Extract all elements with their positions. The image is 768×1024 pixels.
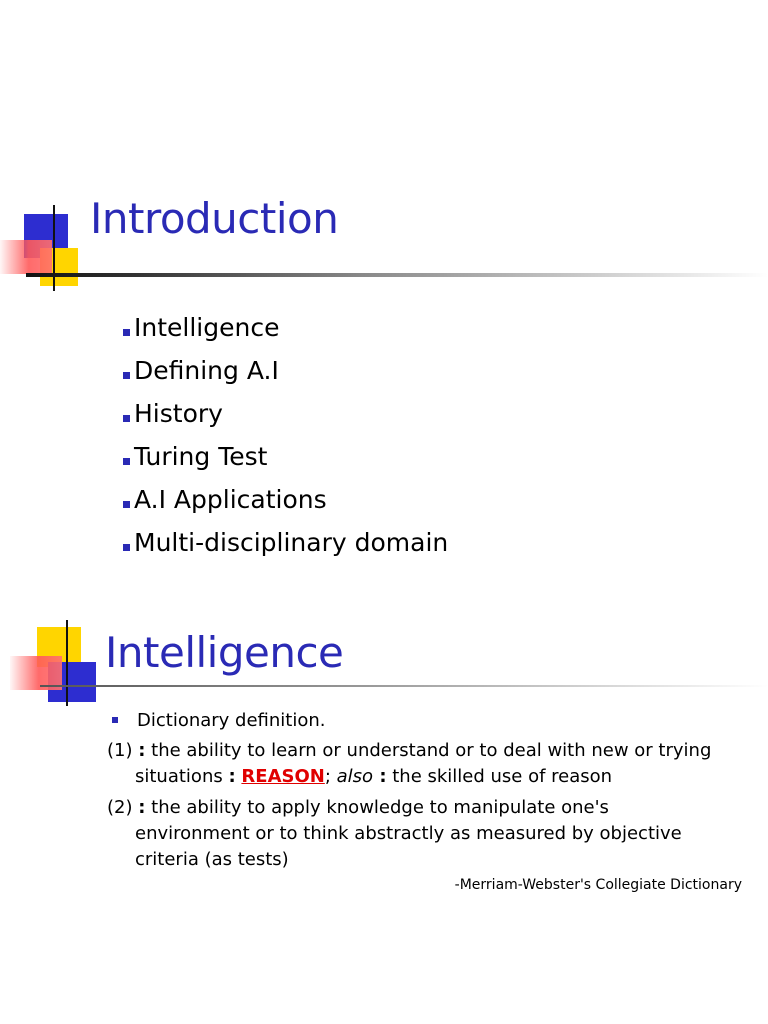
list-item (123, 478, 448, 521)
list-item-label: A.I Applications (134, 485, 327, 514)
list-item (123, 349, 448, 392)
definition-text: the skilled use of reason (386, 766, 613, 787)
list-item (123, 306, 448, 349)
list-item (123, 521, 448, 564)
keyword-reason: REASON (241, 766, 325, 787)
topic-list (123, 306, 448, 564)
square-bullet-icon (123, 372, 130, 379)
title-underline (26, 273, 768, 277)
slide-intelligence (0, 600, 768, 1024)
list-item-label: Intelligence (134, 313, 280, 342)
ornament-red-square (0, 240, 52, 274)
list-item-label: Turing Test (134, 442, 268, 471)
definition-2-continued: environment or to think abstractly as measured by objective (135, 823, 682, 844)
ornament-vertical-line (53, 205, 55, 291)
bullet-text: Dictionary definition. (137, 710, 326, 731)
slide-title: Introduction (90, 194, 339, 243)
definition-text: the ability to apply knowledge to manipulate one's (145, 797, 609, 818)
definition-text: the ability to learn or understand or to deal with new or trying (145, 740, 712, 761)
definition-2 (107, 795, 609, 821)
punctuation: ; (324, 766, 337, 787)
list-item-label: Multi-disciplinary domain (134, 528, 449, 557)
ornament-vertical-line (66, 620, 68, 706)
title-underline (40, 685, 768, 687)
square-bullet-icon (123, 458, 130, 465)
definition-number: (1) (107, 740, 139, 761)
square-bullet-icon (123, 544, 130, 551)
square-bullet-icon (123, 329, 130, 336)
list-item-label: History (134, 399, 223, 428)
colon: : (373, 766, 387, 787)
square-bullet-icon (112, 717, 118, 723)
square-bullet-icon (123, 501, 130, 508)
list-item (123, 392, 448, 435)
definition-number: (2) (107, 797, 139, 818)
italic-also: also (336, 766, 374, 787)
square-bullet-icon (123, 415, 130, 422)
colon: : (138, 740, 146, 761)
definition-1 (107, 738, 711, 764)
list-item-label: Defining A.I (134, 356, 279, 385)
definition-text: situations (135, 766, 229, 787)
colon: : (138, 797, 146, 818)
definition-1-continued (135, 764, 612, 790)
list-item (123, 435, 448, 478)
definition-2-continued: criteria (as tests) (135, 849, 289, 870)
slide-title: Intelligence (105, 628, 344, 677)
colon: : (228, 766, 236, 787)
citation-source: -Merriam-Webster's Collegiate Dictionary (454, 877, 742, 893)
